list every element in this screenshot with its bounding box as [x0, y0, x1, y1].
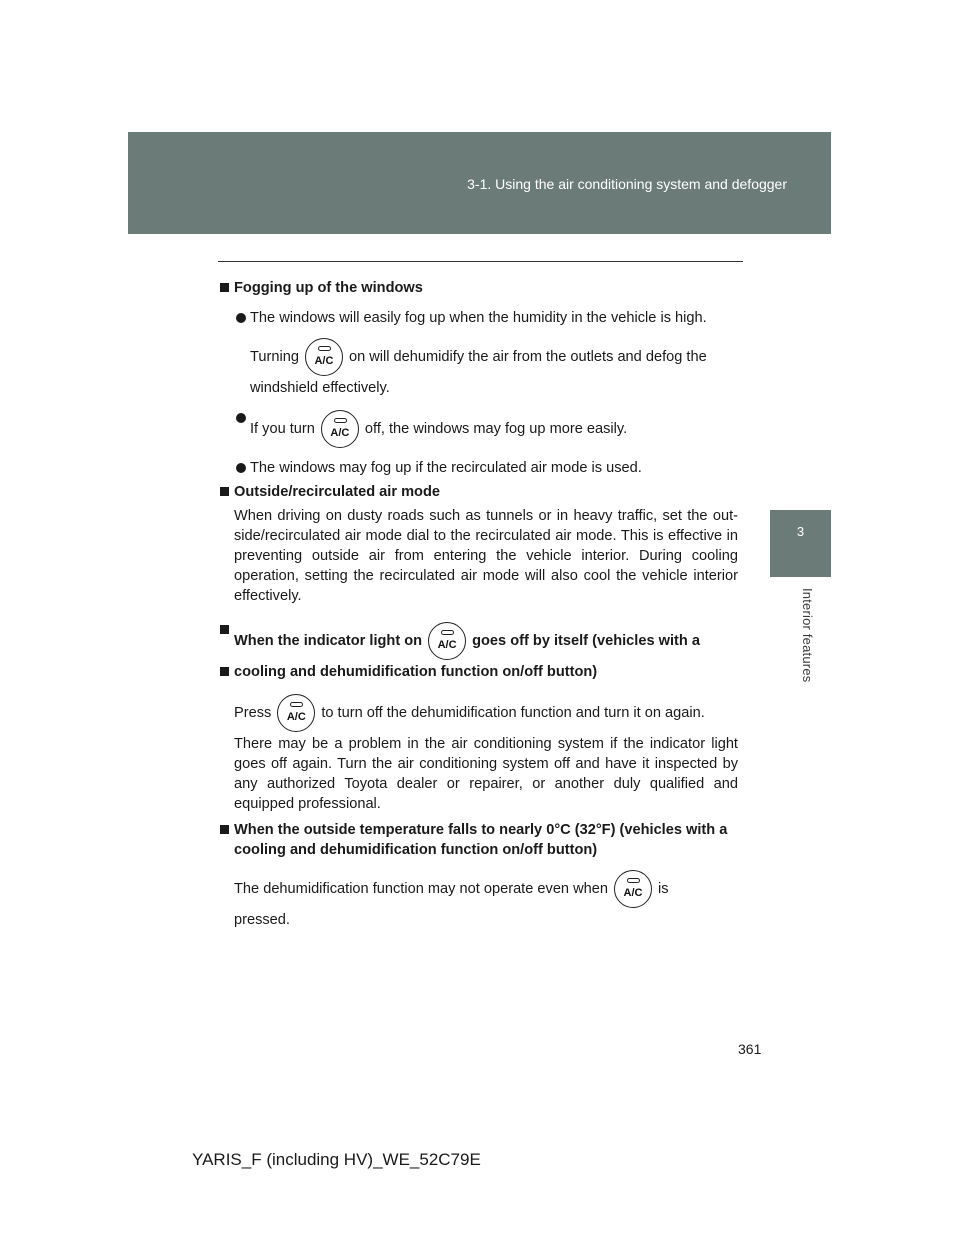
- chapter-tab: [770, 510, 831, 577]
- text: off, the windows may fog up more easily.: [364, 421, 628, 437]
- bullet-turn-off: [218, 408, 738, 450]
- text: windshield effectively.: [250, 380, 390, 396]
- ac-button-icon: A/C: [305, 338, 343, 376]
- header-band: [128, 132, 831, 234]
- text: on will dehumidify the air from the outlets and defog the: [348, 349, 707, 365]
- ac-button-icon: A/C: [321, 410, 359, 448]
- text: Turning: [250, 349, 299, 365]
- text: Press: [234, 705, 272, 721]
- text: to turn off the dehumidification function and turn it on again.: [321, 705, 705, 721]
- text: The dehumidification function may not operate even when: [234, 881, 608, 897]
- text: pressed.: [234, 912, 290, 928]
- turning-ac-line: [218, 336, 738, 378]
- text: cooling and dehumidification function on/off button): [234, 664, 598, 680]
- chapter-number: 3: [796, 524, 805, 539]
- document-code: YARIS_F (including HV)_WE_52C79E: [192, 1150, 481, 1169]
- bullet-recirculated: [218, 458, 738, 478]
- divider: [218, 261, 743, 262]
- text: If you turn: [250, 421, 315, 437]
- page-number: 361: [738, 1041, 762, 1057]
- dehumidification-line: [218, 868, 738, 910]
- outside-air-text: When driving on dusty roads such as tunnels or in heavy traffic, set the out-side/recirculated air mode dial to the recirculated air mode. This is effective in preventing outside air from entering the vehicle interior. During cooling operation, setting the recirculated air mode will also cool the vehicle interior effectively.: [234, 508, 738, 604]
- indicator-text: There may be a problem in the air conditioning system if the indicator light goes off again. Turn the air conditioning system off and have it inspected by any authorized Toyota dealer or repairer, or another duly qualified and equipped professional.: [234, 736, 738, 812]
- text: The windows will easily fog up when the humidity in the vehicle is high.: [250, 310, 707, 326]
- press-ac-line: [218, 692, 738, 734]
- ac-button-icon: A/C: [277, 694, 315, 732]
- text: is: [658, 881, 669, 897]
- heading-fogging: Fogging up of the windows: [218, 278, 738, 298]
- heading-indicator-cont: [218, 662, 738, 682]
- text: The windows may fog up if the recirculated air mode is used.: [250, 460, 642, 476]
- bullet-humidity: [218, 308, 738, 328]
- ac-button-icon: A/C: [428, 622, 466, 660]
- ac-button-icon: A/C: [614, 870, 652, 908]
- page-content: [218, 278, 738, 930]
- text: When the indicator light on: [234, 633, 423, 649]
- text: goes off by itself (vehicles with a: [472, 633, 700, 649]
- heading-temperature: When the outside temperature falls to nearly 0°C (32°F) (vehicles with a cooling and dehumidification function on/off button): [218, 820, 738, 860]
- heading-outside-air: Outside/recirculated air mode: [218, 482, 738, 502]
- section-title: 3-1. Using the air conditioning system and defogger: [467, 176, 787, 192]
- heading-indicator: [218, 620, 738, 662]
- chapter-label: Interior features: [800, 588, 815, 683]
